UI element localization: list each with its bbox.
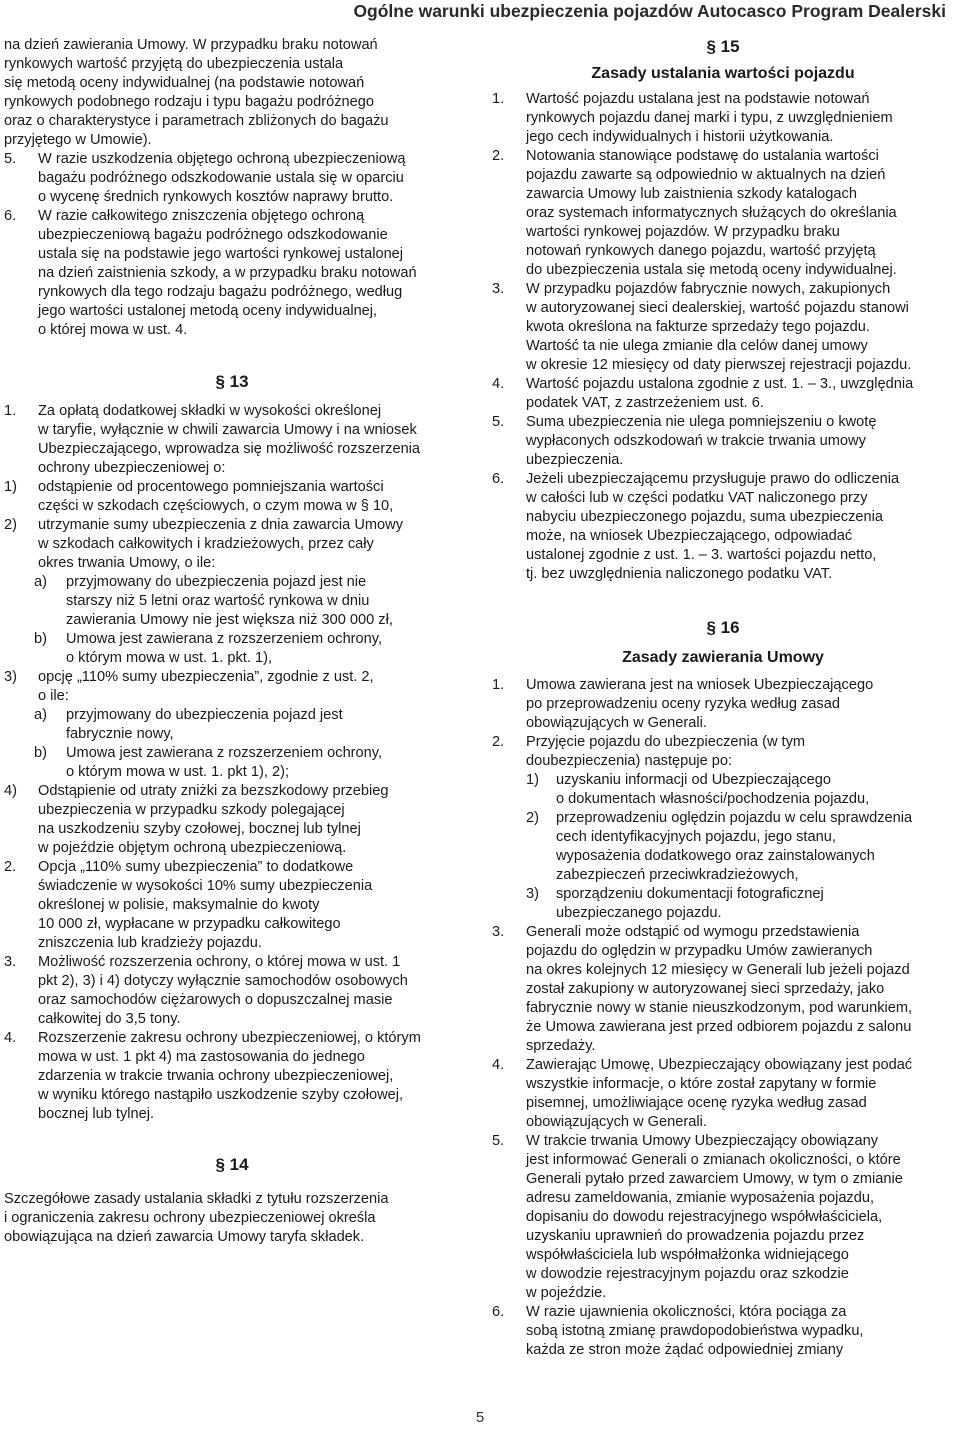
text-line: tj. bez uwzględnienia naliczonego podatku VAT. — [526, 566, 833, 582]
text-line: przyjmowany do ubezpieczenia pojazd jest — [66, 707, 343, 723]
text-line: W przypadku pojazdów fabrycznie nowych, zakupionych — [526, 281, 891, 297]
item-number: 3) — [526, 886, 539, 902]
text-line: Notowania stanowiące podstawę do ustalania wartości — [526, 148, 879, 164]
text-line: W razie uszkodzenia objętego ochroną ubezpieczeniową — [38, 151, 406, 167]
page-number: 5 — [475, 1409, 485, 1426]
text-line: został zakupiony w autoryzowanej sieci sprzedaży, jako — [526, 981, 885, 997]
text-line: o ile: — [38, 688, 69, 704]
text-line: wypłaconych odszkodowań w trakcie trwania umowy — [526, 433, 866, 449]
item-number: 6. — [4, 208, 17, 224]
text-line: sporządzeniu dokumentacji fotograficznej — [556, 886, 824, 902]
s16-item-4 — [492, 1056, 954, 1132]
text-line: ubezpieczeniową bagażu podróżnego odszkodowanie — [38, 227, 388, 243]
text-line: odstąpienie od procentowego pomniejszania wartości — [38, 479, 384, 495]
text-line: obowiązujących w Generali. — [526, 715, 707, 731]
text-line: Zawierając Umowę, Ubezpieczający obowiązany jest podać — [526, 1057, 913, 1073]
s16-item-6 — [492, 1303, 954, 1360]
text-line: dopisaniu do dowodu rejestracyjnego współwłaściciela, — [526, 1209, 883, 1225]
text-line: Możliwość rozszerzenia ochrony, o której mowa w ust. 1 — [38, 954, 401, 970]
text-line: Wartość ta nie ulega zmianie dla celów danej umowy — [526, 338, 868, 354]
item-number: 3) — [4, 669, 17, 685]
text-line: sprzedaży. — [526, 1038, 596, 1054]
s13-item-1 — [4, 402, 460, 478]
item-number: 6. — [492, 471, 505, 487]
text-line: Jeżeli ubezpieczającemu przysługuje prawo do odliczenia — [526, 471, 900, 487]
text-line: przeprowadzeniu oględzin pojazdu w celu sprawdzenia — [556, 810, 913, 826]
s13-sub-3b — [34, 744, 460, 782]
text-line: Ubezpieczającego, wprowadza się możliwość rozszerzenia — [38, 441, 421, 457]
text-line: W razie całkowitego zniszczenia objętego ochroną — [38, 208, 365, 224]
text-line: fabrycznie nowy, — [66, 726, 174, 742]
text-line: pojazdu zawarte są odpowiednio w aktualnych na dzień — [526, 167, 886, 183]
section-13-heading: § 13 — [215, 372, 249, 391]
text-line: może, na wniosek Ubezpieczającego, odpowiadać — [526, 528, 853, 544]
text-line: bagażu podróżnego odszkodowanie ustala się w oparciu — [38, 170, 404, 186]
item-number: 2. — [492, 148, 505, 164]
text-line: zabezpieczeń przeciwkradzieżowych, — [556, 867, 799, 883]
text-line: zniszczenia lub kradzieży pojazdu. — [38, 935, 262, 951]
s15-item-2 — [492, 147, 954, 280]
item-number: 6. — [492, 1304, 505, 1320]
s13-sub-3a — [34, 706, 460, 744]
s13-sub-2b — [34, 630, 460, 668]
s16-item-1 — [492, 676, 954, 733]
text-line: o którym mowa w ust. 1. pkt 1), 2); — [66, 764, 290, 780]
s16-sub-3 — [526, 885, 954, 923]
item-number: 5. — [492, 1133, 505, 1149]
text-line: Wartość pojazdu ustalona zgodnie z ust. 1. – 3., uwzględnia — [526, 376, 914, 392]
text-line: Za opłatą dodatkowej składki w wysokości określonej — [38, 403, 382, 419]
text-line: kwota określona na fakturze sprzedaży tego pojazdu. — [526, 319, 870, 335]
text-line: zawarcia Umowy lub zaistnienia szkody katalogach — [526, 186, 857, 202]
text-line: adresu zameldowania, zmianie wyposażenia pojazdu, — [526, 1190, 875, 1206]
text-line: o której mowa w ust. 4. — [38, 322, 188, 338]
text-line: przyjmowany do ubezpieczenia pojazd jest nie — [66, 574, 367, 590]
text-line: wyposażenia dodatkowego oraz zainstalowanych — [556, 848, 875, 864]
item-number: 1) — [4, 479, 17, 495]
text-line: przyjętego w Umowie). — [4, 132, 152, 148]
text-line: notowań rynkowych danego pojazdu, wartość przyjętą — [526, 243, 876, 259]
right-column — [492, 36, 954, 1360]
text-line: 10 000 zł, wypłacane w przypadku całkowitego — [38, 916, 341, 932]
text-line: zdarzenia w trakcie trwania ochrony ubezpieczeniowej, — [38, 1068, 394, 1084]
left-column — [4, 36, 460, 1247]
s13-sub-3 — [4, 668, 460, 706]
s13-item-2 — [4, 858, 460, 953]
text-line: starszy niż 5 letni oraz wartość rynkowa w dniu — [66, 593, 370, 609]
item-number: 4. — [492, 376, 505, 392]
list-item-5 — [4, 150, 460, 207]
text-line: ubezpieczenia. — [526, 452, 624, 468]
text-line: wartości rynkowej pojazdów. W przypadku braku — [526, 224, 840, 240]
s15-item-3 — [492, 280, 954, 375]
text-line: na dzień zaistnienia szkody, a w przypadku braku notowań — [38, 265, 417, 281]
s16-sub-1 — [526, 771, 954, 809]
text-line: wszystkie informacje, o które został zapytany w formie — [526, 1076, 877, 1092]
s16-item-2 — [492, 733, 954, 771]
s15-item-6 — [492, 470, 954, 584]
text-line: o dokumentach własności/pochodzenia pojazdu, — [556, 791, 870, 807]
text-line: Odstąpienie od utraty zniżki za bezszkodowy przebieg — [38, 783, 389, 799]
text-line: ubezpieczenia w przypadku szkody polegającej — [38, 802, 345, 818]
text-line: w pojeździe. — [526, 1285, 607, 1301]
text-line: oraz o charakterystyce i parametrach zbliżonych do bagażu — [4, 113, 389, 129]
text-line: Suma ubezpieczenia nie ulega pomniejszeniu o kwotę — [526, 414, 877, 430]
text-line: uzyskaniu uprawnień do prowadzenia pojazdu przez — [526, 1228, 865, 1244]
s13-sub-1 — [4, 478, 460, 516]
text-line: okres trwania Umowy, o ile: — [38, 555, 216, 571]
section-16-title: Zasady zawierania Umowy — [622, 649, 824, 666]
item-letter: a) — [34, 707, 47, 723]
text-line: ustalonej zgodnie z ust. 1. – 3. wartości pojazdu netto, — [526, 547, 877, 563]
item-number: 2. — [492, 734, 505, 750]
text-line: Generali może odstąpić od wymogu przedstawienia — [526, 924, 860, 940]
text-line: zawierania Umowy nie jest większa niż 300 000 zł, — [66, 612, 393, 628]
text-line: całkowitej do 3,5 tony. — [38, 1011, 181, 1027]
text-line: fabrycznie nowy w stanie nieuszkodzonym, pod warunkiem, — [526, 1000, 913, 1016]
s15-item-5 — [492, 413, 954, 470]
list-item-6 — [4, 207, 460, 340]
text-line: Umowa jest zawierana z rozszerzeniem ochrony, — [66, 631, 383, 647]
item-letter: b) — [34, 745, 47, 761]
s13-item-3 — [4, 953, 460, 1029]
text-line: Umowa jest zawierana z rozszerzeniem ochrony, — [66, 745, 383, 761]
text-line: W trakcie trwania Umowy Ubezpieczający obowiązany — [526, 1133, 879, 1149]
text-line: cech identyfikacyjnych pojazdu, jego stanu, — [556, 829, 836, 845]
text-line: rynkowych podobnego rodzaju i typu bagażu podróżnego — [4, 94, 374, 110]
text-line: oraz systemach informatycznych służących do określania — [526, 205, 897, 221]
text-line: pisemnej, umożliwiające ocenę ryzyka według zasad — [526, 1095, 867, 1111]
section-15-heading: § 15 — [706, 37, 740, 56]
item-number: 5. — [492, 414, 505, 430]
s13-sub-2a — [34, 573, 460, 630]
text-line: bocznej lub tylnej. — [38, 1106, 155, 1122]
s13-sub-2 — [4, 516, 460, 573]
text-line: utrzymanie sumy ubezpieczenia z dnia zawarcia Umowy — [38, 517, 403, 533]
text-line: mowa w ust. 1 pkt 4) ma zastosowania do jednego — [38, 1049, 365, 1065]
item-number: 2. — [4, 859, 17, 875]
text-line: współwłaściciela lub współmałżonka widniejącego — [526, 1247, 849, 1263]
text-line: po przeprowadzeniu oceny ryzyka według zasad — [526, 696, 840, 712]
continuation-paragraph — [4, 36, 460, 150]
text-line: rynkowych dla tego rodzaju bagażu podróżnego, według — [38, 284, 403, 300]
text-line: Opcja „110% sumy ubezpieczenia” to dodatkowe — [38, 859, 354, 875]
section-15-title: Zasady ustalania wartości pojazdu — [591, 65, 855, 82]
text-line: i ograniczenia zakresu ochrony ubezpieczeniowej określa — [4, 1210, 376, 1226]
text-line: się metodą oceny indywidualnej (na podstawie notowań — [4, 75, 365, 91]
text-line: pkt 2), 3) i 4) dotyczy wyłącznie samochodów osobowych — [38, 973, 408, 989]
document-header-title: Ogólne warunki ubezpieczenia pojazdów Autocasco Program Dealerski — [353, 1, 946, 21]
text-line: na dzień zawierania Umowy. W przypadku braku notowań — [4, 37, 378, 53]
item-number: 4) — [4, 783, 17, 799]
item-number: 1. — [492, 91, 505, 107]
text-line: w autoryzowanej sieci dealerskiej, wartość pojazdu stanowi — [526, 300, 909, 316]
text-line: Wartość pojazdu ustalana jest na podstawie notowań — [526, 91, 870, 107]
text-line: każda ze stron może żądać odpowiedniej zmiany — [526, 1342, 844, 1358]
text-line: części w szkodach częściowych, o czym mowa w § 10, — [38, 498, 394, 514]
item-number: 4. — [4, 1030, 17, 1046]
item-number: 1) — [526, 772, 539, 788]
text-line: W razie ujawnienia okoliczności, która pociąga za — [526, 1304, 847, 1320]
text-line: w szkodach całkowitych i kradzieżowych, przez cały — [38, 536, 374, 552]
text-line: w taryfie, wyłącznie w chwili zawarcia Umowy i na wniosek — [38, 422, 417, 438]
s13-sub-4 — [4, 782, 460, 858]
s16-sub-2 — [526, 809, 954, 885]
s13-item-4 — [4, 1029, 460, 1124]
text-line: do ubezpieczenia ustala się metodą oceny indywidualnej. — [526, 262, 897, 278]
text-line: Umowa zawierana jest na wniosek Ubezpieczającego — [526, 677, 874, 693]
text-line: ochrony ubezpieczeniowej o: — [38, 460, 226, 476]
text-line: doubezpieczenia) następuje po: — [526, 753, 733, 769]
text-line: na okres kolejnych 12 miesięcy w Generali lub jeżeli pojazd — [526, 962, 910, 978]
text-line: określonej w polisie, maksymalnie do kwoty — [38, 897, 320, 913]
s16-item-5 — [492, 1132, 954, 1303]
item-number: 3. — [4, 954, 17, 970]
item-number: 1. — [492, 677, 505, 693]
text-line: Przyjęcie pojazdu do ubezpieczenia (w tym — [526, 734, 806, 750]
item-letter: a) — [34, 574, 47, 590]
item-number: 3. — [492, 924, 505, 940]
text-line: rynkowych wartość przyjętą do ubezpieczenia ustala — [4, 56, 344, 72]
text-line: sobą istotną zmianę prawdopodobieństwa wypadku, — [526, 1323, 864, 1339]
text-line: w dowodzie rejestracyjnym pojazdu oraz szkodzie — [526, 1266, 849, 1282]
text-line: w okresie 12 miesięcy od daty pierwszej rejestracji pojazdu. — [526, 357, 912, 373]
text-line: że Umowa zawierana jest przed odbiorem pojazdu z salonu — [526, 1019, 912, 1035]
text-line: świadczenie w wysokości 10% sumy ubezpieczenia — [38, 878, 373, 894]
text-line: Szczegółowe zasady ustalania składki z tytułu rozszerzenia — [4, 1191, 389, 1207]
text-line: jego cech indywidualnych i historii użytkowania. — [526, 129, 834, 145]
item-number: 1. — [4, 403, 17, 419]
item-number: 5. — [4, 151, 17, 167]
text-line: obowiązujących w Generali. — [526, 1114, 707, 1130]
text-line: uzyskaniu informacji od Ubezpieczającego — [556, 772, 831, 788]
text-line: ustala się na podstawie jego wartości rynkowej ustalonej — [38, 246, 404, 262]
item-number: 3. — [492, 281, 505, 297]
item-number: 4. — [492, 1057, 505, 1073]
text-line: oraz samochodów ciężarowych o dopuszczalnej masie — [38, 992, 393, 1008]
text-line: jego wartości ustalonej metodą oceny indywidualnej, — [38, 303, 378, 319]
text-line: pojazdu do oględzin w przypadku Umów zawieranych — [526, 943, 873, 959]
text-line: podatek VAT, z zastrzeżeniem ust. 6. — [526, 395, 764, 411]
s16-item-3 — [492, 923, 954, 1056]
section-16-heading: § 16 — [706, 618, 740, 637]
s15-item-4 — [492, 375, 954, 413]
item-number: 2) — [4, 517, 17, 533]
text-line: nabyciu ubezpieczonego pojazdu, suma ubezpieczenia — [526, 509, 883, 525]
text-line: w wyniku którego nastąpiło uszkodzenie szyby czołowej, — [38, 1087, 404, 1103]
text-line: opcję „110% sumy ubezpieczenia”, zgodnie z ust. 2, — [38, 669, 374, 685]
text-line: o którym mowa w ust. 1. pkt. 1), — [66, 650, 272, 666]
s15-item-1 — [492, 90, 954, 147]
text-line: na uszkodzeniu szyby czołowej, bocznej lub tylnej — [38, 821, 361, 837]
section-14-paragraph — [4, 1190, 460, 1247]
item-number: 2) — [526, 810, 539, 826]
text-line: o wycenę średnich rynkowych kosztów naprawy brutto. — [38, 189, 394, 205]
section-14-heading: § 14 — [215, 1155, 249, 1174]
text-line: rynkowych pojazdu danej marki i typu, z uwzględnieniem — [526, 110, 893, 126]
item-letter: b) — [34, 631, 47, 647]
text-line: jest informować Generali o zmianach okoliczności, o które — [526, 1152, 901, 1168]
text-line: ubezpieczanego pojazdu. — [556, 905, 722, 921]
text-line: w pojeździe objętym ochroną ubezpieczeniową. — [38, 840, 347, 856]
text-line: Rozszerzenie zakresu ochrony ubezpieczeniowej, o którym — [38, 1030, 421, 1046]
text-line: w całości lub w części podatku VAT naliczonego przy — [526, 490, 868, 506]
text-line: Generali pytało przed zawarciem Umowy, w tym o zmianie — [526, 1171, 903, 1187]
text-line: obowiązująca na dzień zawarcia Umowy taryfa składek. — [4, 1229, 365, 1245]
